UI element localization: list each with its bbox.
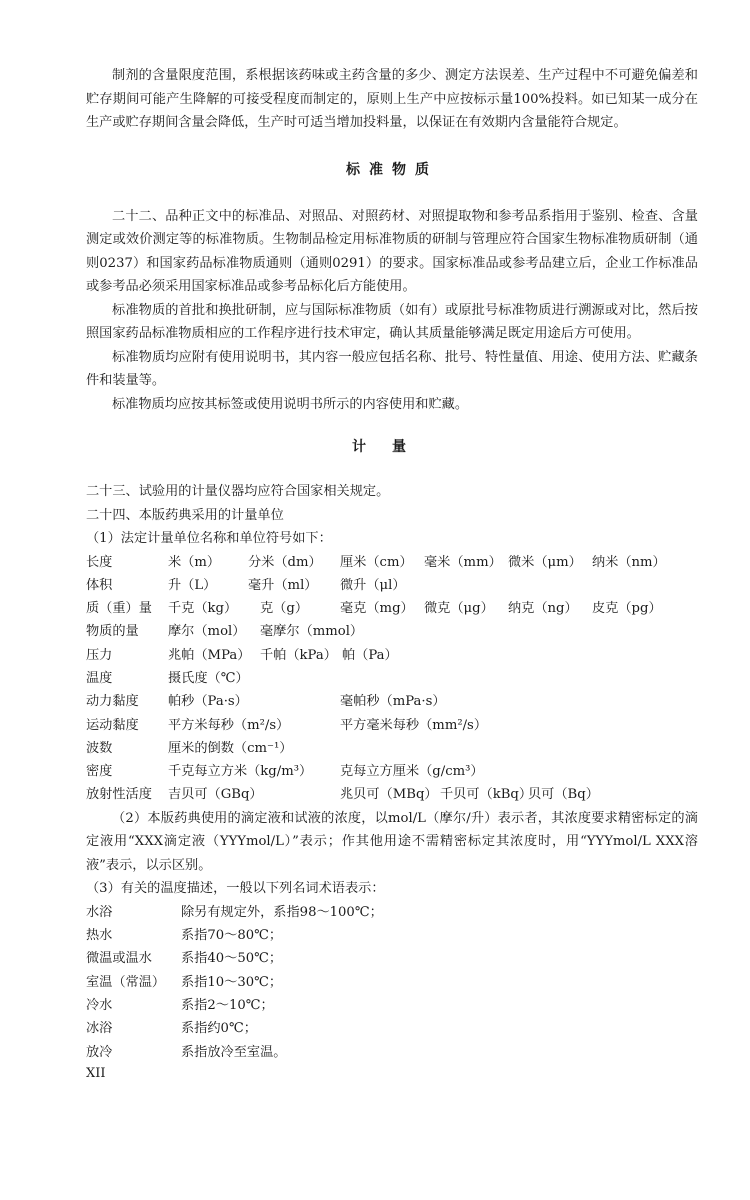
- unit-label: 物质的量: [86, 624, 139, 640]
- temp-row-cold-water: [86, 994, 698, 1017]
- unit-label: 体积: [86, 577, 113, 593]
- unit-item: 帕（Pa）: [342, 647, 398, 663]
- unit-item: 米（m）: [168, 554, 221, 570]
- temp-row-water-bath: [86, 901, 698, 924]
- unit-row-pressure: [86, 644, 698, 667]
- unit-item: 帕秒（Pa·s）: [168, 694, 248, 710]
- unit-label: 波数: [86, 740, 113, 756]
- unit-item: 皮克（pg）: [592, 601, 662, 617]
- page-number: XII: [86, 1065, 106, 1081]
- unit-item: 微米（μm）: [508, 554, 582, 570]
- units-table: [86, 551, 698, 807]
- temp-row-room-temperature: [86, 971, 698, 994]
- unit-item: 微克（μg）: [424, 601, 494, 617]
- temp-desc: 系指2～10℃；: [181, 997, 274, 1013]
- unit-row-temperature: [86, 667, 698, 690]
- article-22-paragraph: 二十二、品种正文中的标准品、对照品、对照药材、对照提取物和参考品系指用于鉴别、检查、含量测定或效价测定等的标准物质。生物制品检定用标准物质的研制与管理应符合国家生物标准物质研制（通则0237）和国家药品标准物质通则（通则0291）的要求。国家标准品或参考品建立后，企业工作标准品或参考品必须采用国家标准品或参考品标化后方能使用。: [86, 208, 698, 294]
- temperature-terms-list: [86, 901, 698, 1064]
- unit-item: 平方米每秒（m²/s）: [168, 717, 290, 733]
- unit-item: 千克每立方米（kg/m³）: [168, 764, 313, 780]
- temp-row-hot-water: [86, 924, 698, 947]
- unit-item: 毫升（ml）: [248, 577, 318, 593]
- unit-row-length: [86, 551, 698, 574]
- unit-label: 温度: [86, 670, 113, 686]
- unit-item: 吉贝可（GBq）: [168, 787, 263, 803]
- temp-row-cool-down: [86, 1041, 698, 1064]
- unit-item: 毫帕秒（mPa·s）: [340, 694, 446, 710]
- unit-item: 纳米（nm）: [592, 554, 666, 570]
- unit-row-volume: [86, 574, 698, 597]
- temperature-terms-intro: （3）有关的温度描述，一般以下列名词术语表示：: [86, 881, 385, 897]
- unit-row-wavenumber: [86, 737, 698, 760]
- unit-item: 贝可（Bq）: [528, 787, 599, 803]
- temp-desc: 除另有规定外，系指98～100℃；: [181, 904, 383, 920]
- unit-item: 毫克（mg）: [340, 601, 414, 617]
- temp-term: 冷水: [86, 997, 113, 1013]
- unit-label: 长度: [86, 554, 113, 570]
- temp-desc: 系指40～50℃；: [181, 951, 283, 967]
- temp-term: 微温或温水: [86, 951, 152, 967]
- unit-row-kinematic-viscosity: [86, 714, 698, 737]
- article-24-heading: 二十四、本版药典采用的计量单位: [86, 507, 284, 523]
- article-23-paragraph: 二十三、试验用的计量仪器均应符合国家相关规定。: [86, 484, 390, 499]
- temp-desc: 系指10～30℃；: [181, 974, 283, 990]
- intro-paragraph: 制剂的含量限度范围，系根据该药味或主药含量的多少、测定方法误差、生产过程中不可避免偏差和贮存期间可能产生降解的可接受程度而制定的，原则上生产中应按标示量100%投料。如已知某一成分在生产或贮存期间含量会降低，生产时可适当增加投料量，以保证在有效期内含量能符合规定。: [86, 68, 698, 130]
- unit-item: 千贝可（kBq）: [440, 787, 533, 803]
- unit-label: 压力: [86, 647, 113, 663]
- unit-label: 密度: [86, 764, 113, 780]
- unit-item: 克每立方厘米（g/cm³）: [340, 764, 484, 780]
- unit-row-amount: [86, 620, 698, 643]
- unit-item: 摩尔（mol）: [168, 624, 246, 640]
- unit-item: 分米（dm）: [248, 554, 322, 570]
- temp-term: 冰浴: [86, 1021, 113, 1037]
- temp-row-warm-water: [86, 947, 698, 970]
- unit-label: 动力黏度: [86, 694, 139, 710]
- document-page: [86, 64, 698, 1084]
- temp-term: 水浴: [86, 904, 113, 920]
- unit-item: 毫摩尔（mmol）: [260, 624, 364, 640]
- unit-item: 厘米的倒数（cm⁻¹）: [168, 740, 293, 756]
- temp-desc: 系指约0℃；: [181, 1021, 257, 1037]
- unit-item: 千克（kg）: [168, 601, 238, 617]
- unit-label: 运动黏度: [86, 717, 139, 733]
- unit-item: 克（g）: [260, 601, 309, 617]
- unit-item: 兆贝可（MBq）: [340, 787, 438, 803]
- unit-item: 兆帕（MPa）: [168, 647, 251, 663]
- unit-row-dynamic-viscosity: [86, 690, 698, 713]
- titrant-concentration-paragraph: （2）本版药典使用的滴定液和试液的浓度，以mol/L（摩尔/升）表示者，其浓度要求精密标定的滴定液用“XXX滴定液（YYYmol/L）”表示；作其他用途不需精密标定其浓度时，用“YYYmol/L XXX溶液”表示，以示区别。: [86, 810, 698, 873]
- unit-item: 千帕（kPa）: [260, 647, 337, 663]
- standard-storage-paragraph: 标准物质均应按其标签或使用说明书所示的内容使用和贮藏。: [112, 396, 469, 412]
- unit-item: 平方毫米每秒（mm²/s）: [340, 717, 488, 733]
- unit-label: 质（重）量: [86, 601, 152, 617]
- temp-term: 热水: [86, 928, 113, 944]
- temp-row-ice-bath: [86, 1017, 698, 1040]
- section-heading-measurement: 计量: [352, 439, 432, 455]
- unit-row-density: [86, 760, 698, 783]
- section-heading-standard-materials: 标准物质: [346, 161, 438, 178]
- temp-term: 室温（常温）: [86, 974, 166, 990]
- unit-row-radioactivity: [86, 783, 698, 806]
- temp-term: 放冷: [86, 1044, 113, 1060]
- unit-item: 升（L）: [168, 577, 217, 593]
- temp-desc: 系指70～80℃；: [181, 928, 283, 944]
- unit-item: 纳克（ng）: [508, 601, 578, 617]
- unit-item: 摄氏度（℃）: [168, 670, 249, 686]
- unit-item: 厘米（cm）: [340, 554, 413, 570]
- unit-item: 微升（μl）: [340, 577, 406, 593]
- temp-desc: 系指放冷至室温。: [181, 1044, 287, 1060]
- unit-label: 放射性活度: [86, 787, 152, 803]
- legal-units-intro: （1）法定计量单位名称和单位符号如下：: [86, 531, 332, 546]
- standard-manual-paragraph: 标准物质均应附有使用说明书，其内容一般应包括名称、批号、特性量值、用途、使用方法、贮藏条件和装量等。: [86, 349, 698, 388]
- standard-calibration-paragraph: 标准物质的首批和换批研制，应与国际标准物质（如有）或原批号标准物质进行溯源或对比，然后按照国家药品标准物质相应的工作程序进行技术审定，确认其质量能够满足既定用途后方可使用。: [86, 302, 698, 341]
- unit-item: 毫米（mm）: [424, 554, 502, 570]
- unit-row-mass: [86, 597, 698, 620]
